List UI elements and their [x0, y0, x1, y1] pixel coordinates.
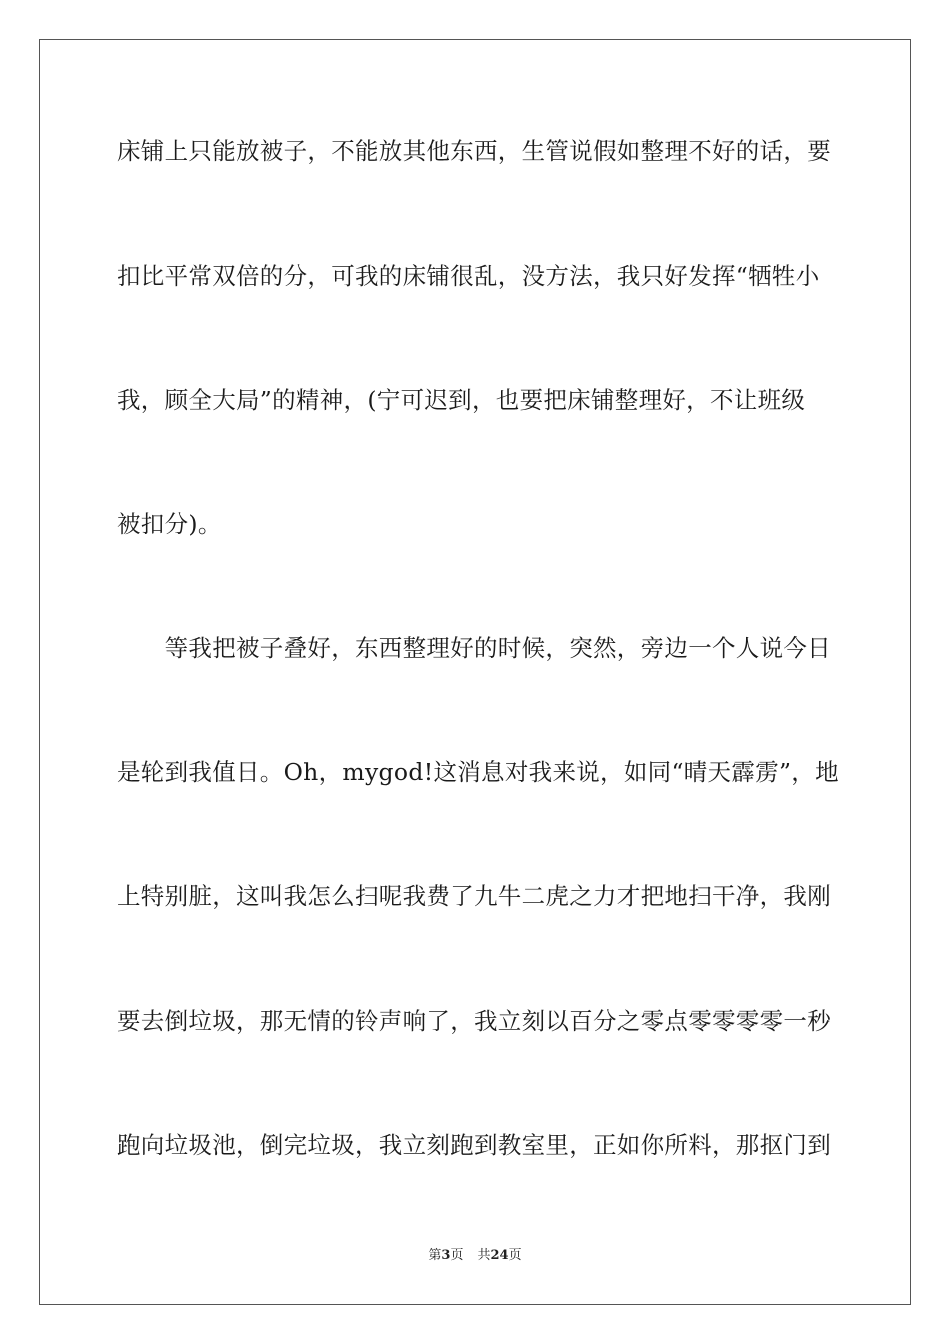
text-line-4: 被扣分)。: [117, 510, 222, 538]
text-line-1: 床铺上只能放被子，不能放其他东西，生管说假如整理不好的话，要: [117, 137, 831, 165]
text-line-9: 跑向垃圾池，倒完垃圾，我立刻跑到教室里，正如你所料，那抠门到: [117, 1131, 831, 1159]
text-line-3: 我，顾全大局”的精神，(宁可迟到，也要把床铺整理好，不让班级: [117, 386, 806, 414]
page-border: [39, 39, 911, 1305]
footer-total-suffix: 页: [508, 1248, 522, 1263]
text-line-6: 是轮到我值日。Oh，mygod!这消息对我来说，如同“晴天霹雳”，地: [117, 758, 839, 786]
footer-total-pages: 24: [490, 1248, 509, 1263]
text-line-5: 等我把被子叠好，东西整理好的时候，突然，旁边一个人说今日: [117, 634, 831, 662]
footer-page-prefix: 第: [428, 1248, 442, 1263]
text-line-2: 扣比平常双倍的分，可我的床铺很乱，没方法，我只好发挥“牺牲小: [117, 262, 820, 290]
footer-total-prefix: 共: [477, 1248, 491, 1263]
footer-page-suffix: 页: [450, 1248, 464, 1263]
text-line-8: 要去倒垃圾，那无情的铃声响了，我立刻以百分之零点零零零零一秒: [117, 1007, 831, 1035]
footer-page-number: 3: [441, 1248, 451, 1263]
text-line-7: 上特别脏，这叫我怎么扫呢我费了九牛二虎之力才把地扫干净，我刚: [117, 882, 831, 910]
page-footer: [0, 1247, 950, 1265]
